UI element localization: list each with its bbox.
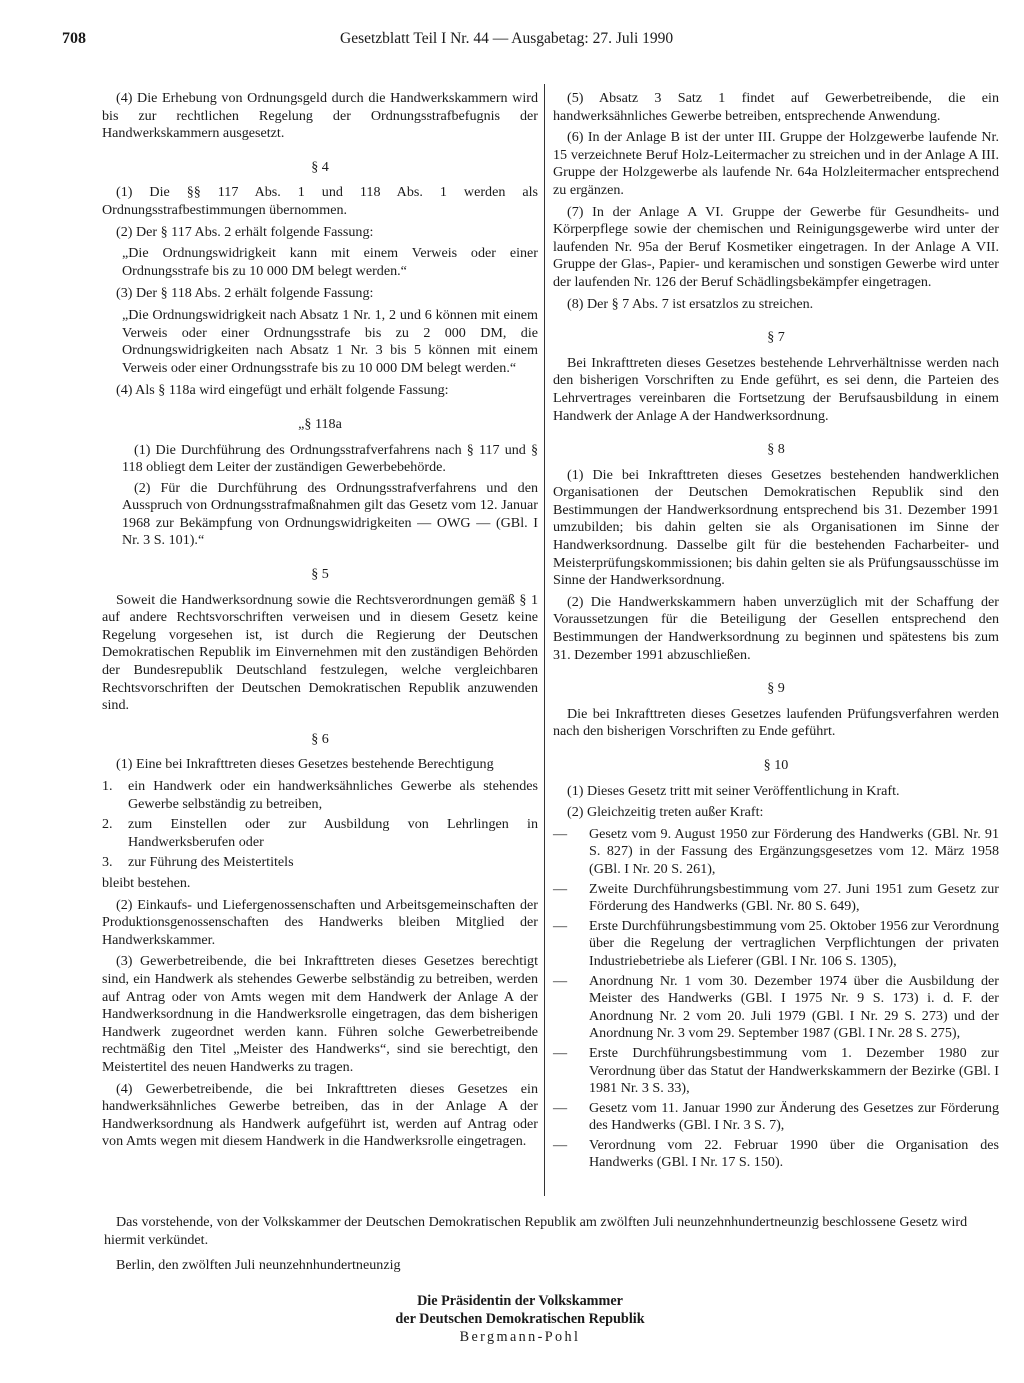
section-heading-5: § 5 (311, 566, 329, 583)
list-text: Verordnung vom 22. Februar 1990 über die Organisation des Handwerks (GBl. I Nr. 17 S. 150). (589, 1136, 999, 1171)
list-text: zum Einstellen oder zur Ausbildung von Lehrlingen in Handwerksberufen oder (128, 816, 538, 850)
list-text: Zweite Durchführungsbestimmung vom 27. Juni 1951 zum Gesetz zur Förderung des Handwerks (GBl. Nr. 80 S. 649), (589, 880, 999, 915)
paragraph-4-2: (2) Der § 117 Abs. 2 erhält folgende Fassung: (116, 223, 374, 240)
list-item (553, 1045, 999, 1098)
paragraph-3-4: (4) Die Erhebung von Ordnungsgeld durch die Handwerkskammern wird bis zur rechtlichen Regelung der Ordnungsstrafbefugnis der Handwerkskammern ausgesetzt. (102, 90, 538, 142)
paragraph-6-1-end: bleibt bestehen. (102, 874, 191, 891)
paragraph-4-3: (3) Der § 118 Abs. 2 erhält folgende Fassung: (116, 285, 374, 302)
place-date: Berlin, den zwölften Juli neunzehnhundertneunzig (116, 1257, 401, 1274)
list-text: ein Handwerk oder ein handwerksähnliches Gewerbe als stehendes Gewerbe selbständig zu betreiben, (128, 778, 538, 812)
dash-bullet: — (553, 880, 568, 897)
dash-bullet: — (553, 972, 568, 989)
section-heading-8: § 8 (767, 441, 785, 458)
paragraph-8-1: (1) Die bei Inkrafttreten dieses Gesetzes bestehenden handwerklichen Organisationen der Deutschen Demokratischen Republik sind den Bestimmungen der Handwerksordnung entsprechend bis 31. Dezember 1991 umzubilden; bis dahin gelten sie als Organisationen im Sinne der Handwerksordnung. Dasselbe gilt für die bestehenden Facharbeiter- und Meisterprüfungskommissionen; bis dahin gelten sie als Prüfungsausschüsse im Sinne der Handwerksordnung. (553, 466, 999, 589)
paragraph-10-1: (1) Dieses Gesetz tritt mit seiner Veröffentlichung in Kraft. (567, 782, 900, 799)
paragraph-7: Bei Inkrafttreten dieses Gesetzes bestehende Lehrverhältnisse werden nach den bisherigen Vorschriften zu Ende geführt, es sei denn, die Parteien des Lehrvertrages vereinbaren die Fortsetzung der Berufsausbildung in einem Handwerk der Anlage A der Handwerksordnung. (553, 354, 999, 424)
signature-title-line-1: Die Präsidentin der Volkskammer (417, 1293, 623, 1309)
signature-block (300, 1292, 740, 1346)
section-heading-4: § 4 (311, 158, 329, 175)
column-divider (544, 84, 545, 1196)
list-item (553, 1100, 999, 1135)
dash-bullet: — (553, 1099, 568, 1116)
paragraph-118a-1: (1) Die Durchführung des Ordnungsstrafverfahrens nach § 117 und § 118 obliegt dem Leiter der zuständigen Gewerbebehörde. (122, 441, 538, 476)
signatory-name: Bergmann-Pohl (459, 1329, 581, 1345)
page-header (62, 30, 994, 54)
list-item (102, 854, 538, 872)
list-item (553, 973, 999, 1043)
page-number: 708 (62, 30, 86, 47)
paragraph-6-4: (4) Gewerbetreibende, die bei Inkrafttreten dieses Gesetzes ein handwerksähnliches Gewerbe betreiben, das in der Anlage A der Handwerksordnung als Handwerk aufgeführt ist, werden auf Antrag oder von Amts wegen mit diesem Handwerk in die Handwerksrolle eingetragen. (102, 1080, 538, 1150)
dash-bullet: — (553, 825, 568, 842)
paragraph-6-1: (1) Eine bei Inkrafttreten dieses Gesetzes bestehende Berechtigung (116, 756, 494, 773)
section-heading-7: § 7 (767, 329, 785, 346)
paragraph-9: Die bei Inkrafttreten dieses Gesetzes laufenden Prüfungsverfahren werden nach den bisherigen Vorschriften zu Ende geführt. (553, 705, 999, 740)
closing-block (104, 1214, 994, 1283)
right-column (553, 90, 999, 1174)
list-item (102, 816, 538, 851)
paragraph-6-2: (2) Einkaufs- und Liefergenossenschaften und Arbeitsgemeinschaften der Produktionsgenossenschaften des Handwerks bleiben Mitglied der Handwerkskammer. (102, 896, 538, 948)
paragraph-8-2: (2) Die Handwerkskammern haben unverzüglich mit der Schaffung der Voraussetzungen für die Beteiligung der Gesellen entsprechend den Bestimmungen der Handwerksordnung zu beginnen und spätestens bis zum 31. Dezember 1991 abzuschließen. (553, 593, 999, 663)
list-text: Gesetz vom 9. August 1950 zur Förderung des Handwerks (GBl. Nr. 91 S. 827) in der Fassung des Ergänzungsgesetzes vom 12. März 1958 (GBl. I Nr. 20 S. 261), (589, 825, 999, 877)
list-text: Erste Durchführungsbestimmung vom 25. Oktober 1956 zur Verordnung über die Regelung der vertraglichen Verpflichtungen der privaten Industriebetriebe als Lieferer (GBl. I Nr. 106 S. 1305), (589, 917, 999, 969)
list-number: 1. (102, 778, 113, 794)
section-heading-6: § 6 (311, 730, 329, 747)
dash-bullet: — (553, 1136, 568, 1153)
list-text: Gesetz vom 11. Januar 1990 zur Änderung des Gesetzes zur Förderung des Handwerks (GBl. I Nr. 3 S. 7), (589, 1099, 999, 1134)
list-item (102, 778, 538, 813)
section-heading-118a: „§ 118a (298, 415, 342, 432)
paragraph-6-3: (3) Gewerbetreibende, die bei Inkrafttreten dieses Gesetzes berechtigt sind, ein Handwerk als stehendes Gewerbe selbständig zu betreiben, werden auf Antrag oder von Amts wegen mit dem Handwerk der Anlage A der Handwerksordnung in die Handwerksrolle eingetragen, das dem bisherigen Handwerk zugeordnet werden kann. Führen solche Gewerbetreibende rechtmäßig den Titel „Meister des Handwerks“, sind sie berechtigt, den Meistertitel des neuen Handwerks zu tragen. (102, 953, 538, 1075)
signature-title-line-2: der Deutschen Demokratischen Republik (395, 1311, 645, 1327)
section-heading-9: § 9 (767, 680, 785, 697)
paragraph-6-8: (8) Der § 7 Abs. 7 ist ersatzlos zu streichen. (567, 295, 814, 312)
paragraph-6-5: (5) Absatz 3 Satz 1 findet auf Gewerbetreibende, die ein handwerksähnliches Gewerbe betreiben, entsprechende Anwendung. (553, 90, 999, 124)
dash-bullet: — (553, 1044, 568, 1061)
paragraph-6-6: (6) In der Anlage B ist der unter III. Gruppe der Holzgewerbe laufende Nr. 15 verzeichnete Beruf Holz-Leitermacher zu streichen und in der Anlage A III. Gruppe der Holzgewerbe als laufende Nr. 64a Holzleitermacher entsprechend zu ergänzen. (553, 129, 999, 198)
list-item (553, 826, 999, 879)
left-column (102, 90, 538, 1155)
list-text: Anordnung Nr. 1 vom 30. Dezember 1974 über die Ausbildung der Meister des Handwerks (GBl. I 1975 Nr. 9 S. 173) i. d. F. der Anordnung Nr. 2 vom 20. Juli 1979 (GBl. I Nr. 29 S. 273) und der Anordnung Nr. 3 vom 29. September 1987 (GBl. I Nr. 28 S. 275), (589, 972, 999, 1042)
list-text: zur Führung des Meistertitels (128, 854, 294, 871)
list-number: 2. (102, 816, 113, 833)
quote-118: „Die Ordnungswidrigkeit nach Absatz 1 Nr. 1, 2 und 6 können mit einem Verweis oder einer Ordnungsstrafe bis zu 2 000 DM, die Ordnungswidrigkeiten nach Absatz 1 Nr. 3 bis 5 können mit einem Verweis oder einer Ordnungsstrafe bis zu 10 000 DM belegt werden.“ (122, 306, 538, 376)
paragraph-10-2: (2) Gleichzeitig treten außer Kraft: (567, 804, 764, 821)
quote-117: „Die Ordnungswidrigkeit kann mit einem Verweis oder einer Ordnungsstrafe bis zu 10 000 DM belegt werden.“ (122, 245, 538, 279)
list-item (553, 918, 999, 971)
running-title: Gesetzblatt Teil I Nr. 44 — Ausgabetag: 27. Juli 1990 (340, 30, 674, 47)
list-text: Erste Durchführungsbestimmung vom 1. Dezember 1980 zur Verordnung über das Statut der Handwerkskammern der Bezirke (GBl. I 1981 Nr. 3 S. 33), (589, 1044, 999, 1097)
paragraph-5: Soweit die Handwerksordnung sowie die Rechtsverordnungen gemäß § 1 auf andere Rechtsvorschriften verweisen und in diesem Gesetz keine Regelung vorgesehen ist, ist durch die Regierung der Deutschen Demokratischen Republik im Einvernehmen mit den zuständigen Behörden der Bundesrepublik Deutschland festzulegen, welche vergleichbaren Rechtsvorschriften der Deutschen Demokratischen Republik anzuwenden sind. (102, 591, 538, 714)
paragraph-4-4: (4) Als § 118a wird eingefügt und erhält folgende Fassung: (116, 382, 449, 399)
list-item (553, 1137, 999, 1172)
paragraph-4-1: (1) Die §§ 117 Abs. 1 und 118 Abs. 1 werden als Ordnungsstrafbestimmungen übernommen. (102, 184, 538, 218)
list-item (553, 881, 999, 916)
list-number: 3. (102, 854, 113, 871)
paragraph-6-7: (7) In der Anlage A VI. Gruppe der Gewerbe für Gesundheits- und Körperpflege sowie der chemischen und Reinigungsgewerbe wird unter der laufenden Nr. 95a der Beruf Kosmetiker eingetragen. In der Anlage A VII. Gruppe der Glas-, Papier- und keramischen und sonstigen Gewerbe wird unter der laufenden Nr. 126 der Beruf Schädlingsbekämpfer eingetragen. (553, 203, 999, 290)
promulgation-text: Das vorstehende, von der Volkskammer der Deutschen Demokratischen Republik am zwölften Juli neunzehnhundertneunzig beschlossene Gesetz wird hiermit verkündet. (104, 1214, 968, 1248)
section-heading-10: § 10 (763, 757, 789, 773)
dash-bullet: — (553, 917, 568, 934)
paragraph-118a-2: (2) Für die Durchführung des Ordnungsstrafverfahrens und den Ausspruch von Ordnungsstrafmaßnahmen gilt das Gesetz vom 12. Januar 1968 zur Bekämpfung von Ordnungswidrigkeiten — OWG — (GBl. I Nr. 3 S. 101).“ (122, 479, 538, 549)
